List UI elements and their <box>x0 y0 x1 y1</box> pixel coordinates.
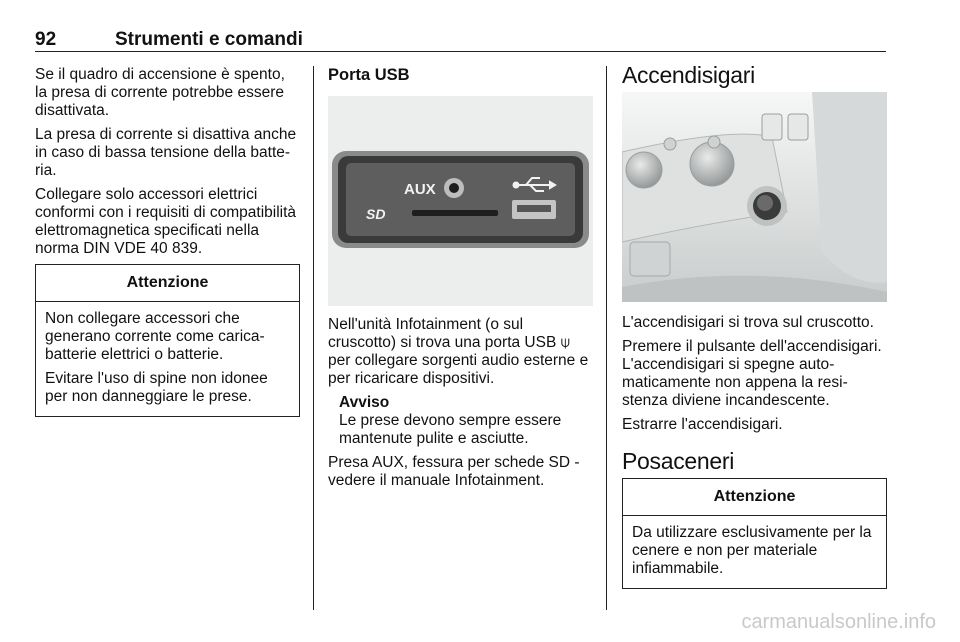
warning-box-body <box>36 302 299 416</box>
section-heading: Accendisigari <box>622 62 755 88</box>
sd-card-slot <box>412 210 498 216</box>
note-text: Le prese devono sempre essere mantenute pulite e asciutte. <box>339 412 562 447</box>
page-number: 92 <box>35 29 57 50</box>
switch-icon <box>788 114 808 140</box>
aux-label: AUX <box>404 181 436 198</box>
paragraph: Premere il pulsante dell'accendisigari. L'accendisigari si spegne automaticamente non appena la resistenza diviene incandescente. <box>622 338 882 409</box>
paragraph: Presa AUX, fessura per schede SD - vedere il manuale Infotainment. <box>328 454 580 489</box>
cigarette-lighter-illustration <box>622 92 887 302</box>
usb-panel-drawing <box>328 96 593 306</box>
control-knob-icon <box>626 152 662 188</box>
usb-port-illustration <box>328 96 593 306</box>
section-title: Strumenti e comandi <box>115 29 303 50</box>
note-block <box>328 394 593 448</box>
paragraph: La presa di corrente si disattiva anche in caso di bassa tensione della batteria. <box>35 126 297 179</box>
watermark: carmanualsonline.info <box>741 611 936 633</box>
column-divider <box>606 66 607 610</box>
warning-text: Evitare l'uso di spine non idonee per non danneggiare le prese. <box>45 370 268 405</box>
warning-box <box>35 264 300 417</box>
control-knob-icon <box>690 142 734 186</box>
column-divider <box>313 66 314 610</box>
lighter-dashboard-drawing <box>622 92 887 302</box>
paragraph: L'accendisigari si trova sul cruscotto. <box>622 314 874 331</box>
note-title: Avviso <box>339 394 390 411</box>
warning-box <box>622 478 887 589</box>
paragraph: Nell'unità Infotainment (o sul cruscotto) si trova una porta USB ⍦ per collegare sorgenti audio esterne e per ricaricare dispositivi. <box>328 316 589 387</box>
warning-text: Da utilizzare esclusivamente per la cenere e non per materiale infiammabile. <box>632 524 872 577</box>
switch-icon <box>762 114 782 140</box>
paragraph: Collegare solo accessori elettrici conformi con i requisiti di compatibilità elettromagnetica specificati nella norma DIN VDE 40 839. <box>35 186 297 257</box>
paragraph: Se il quadro di accensione è spento, la presa di corrente potrebbe essere disattivata. <box>35 66 285 119</box>
warning-box-title: Attenzione <box>36 265 299 302</box>
column-right <box>622 62 887 589</box>
section-heading: Posaceneri <box>622 448 735 474</box>
warning-box-body <box>623 516 886 588</box>
warning-box-title: Attenzione <box>623 479 886 516</box>
page-header <box>35 29 886 52</box>
section-heading: Porta USB <box>328 66 410 84</box>
column-left <box>35 66 300 417</box>
column-middle <box>328 66 593 496</box>
paragraph: Estrarre l'accendisigari. <box>622 416 783 433</box>
warning-text: Non collegare accessori che generano corrente come caricabatterie elettrici o batterie. <box>45 310 265 363</box>
sd-label: SD <box>366 206 386 222</box>
